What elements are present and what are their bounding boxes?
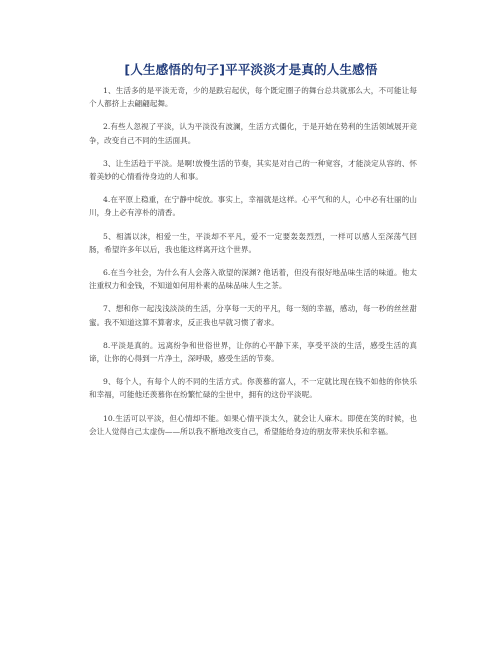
paragraph-9: 9、每个人，有每个人的不同的生活方式。你羡慕的富人，不一定就比现在钱不如他的你快乐和幸福，可能他还羡慕你在纷繁忙碌的尘世中，拥有的这份平淡呢。	[89, 377, 417, 400]
paragraph-5: 5、相濡以沫，相爱一生，平淡却不平凡，爱不一定要轰轰烈烈，一样可以感人至深荡气回肠，希望许多年以后，我也能这样离开这个世界。	[89, 231, 417, 254]
paragraph-4: 4.在平原上稳重，在宁静中绽放。事实上，幸福就是这样。心平气和的人，心中必有壮丽的山川，身上必有淳朴的清香。	[89, 195, 417, 218]
paragraph-3: 3、让生活趋于平淡。是啊!放慢生活的节奏，其实是对自己的一种宽容，才能淡定从容的、怀着美妙的心情看待身边的人和事。	[89, 158, 417, 182]
paragraph-10: 10.生活可以平淡，但心情却不能。如果心情平淡太久，就会让人麻木。即使在笑的时候，也会让人觉得自己太虚伪——所以我不断地改变自己，希望能给身边的朋友带来快乐和幸福。	[89, 413, 417, 436]
paragraph-7: 7、想和你一起浅浅淡淡的生活，分享每一天的平凡，每一刻的幸福，感动，每一秒的丝丝甜蜜。我不知道这算不算奢求，反正我也早就习惯了奢求。	[89, 304, 417, 327]
document-title: [人生感悟的句子]平平淡淡才是真的人生感悟	[124, 62, 378, 77]
document-body	[89, 84, 417, 448]
paragraph-8: 8.平淡是真的。远离纷争和世俗世界，让你的心平静下来，享受平淡的生活，感受生活的真谛，让你的心得到一片净土，深呼吸，感受生活的节奏。	[89, 340, 417, 364]
paragraph-1: 1、生活多的是平淡无奇，少的是跌宕起伏，每个既定圈子的舞台总共就那么大，不可能让每个人都挤上去翩翩起舞。	[89, 86, 417, 109]
paragraph-2: 2.有些人忽视了平淡，认为平淡没有波澜，生活方式僵化，于是开始在势利的生活领域展开竞争，改变自己不同的生活面具。	[89, 122, 417, 145]
paragraph-6: 6.在当今社会，为什么有人会落入欲望的深渊? 他话着，但没有很好地品味生活的味道。他太注重权力和金钱，不知道如何用朴素的品味品味人生之茶。	[89, 268, 417, 291]
